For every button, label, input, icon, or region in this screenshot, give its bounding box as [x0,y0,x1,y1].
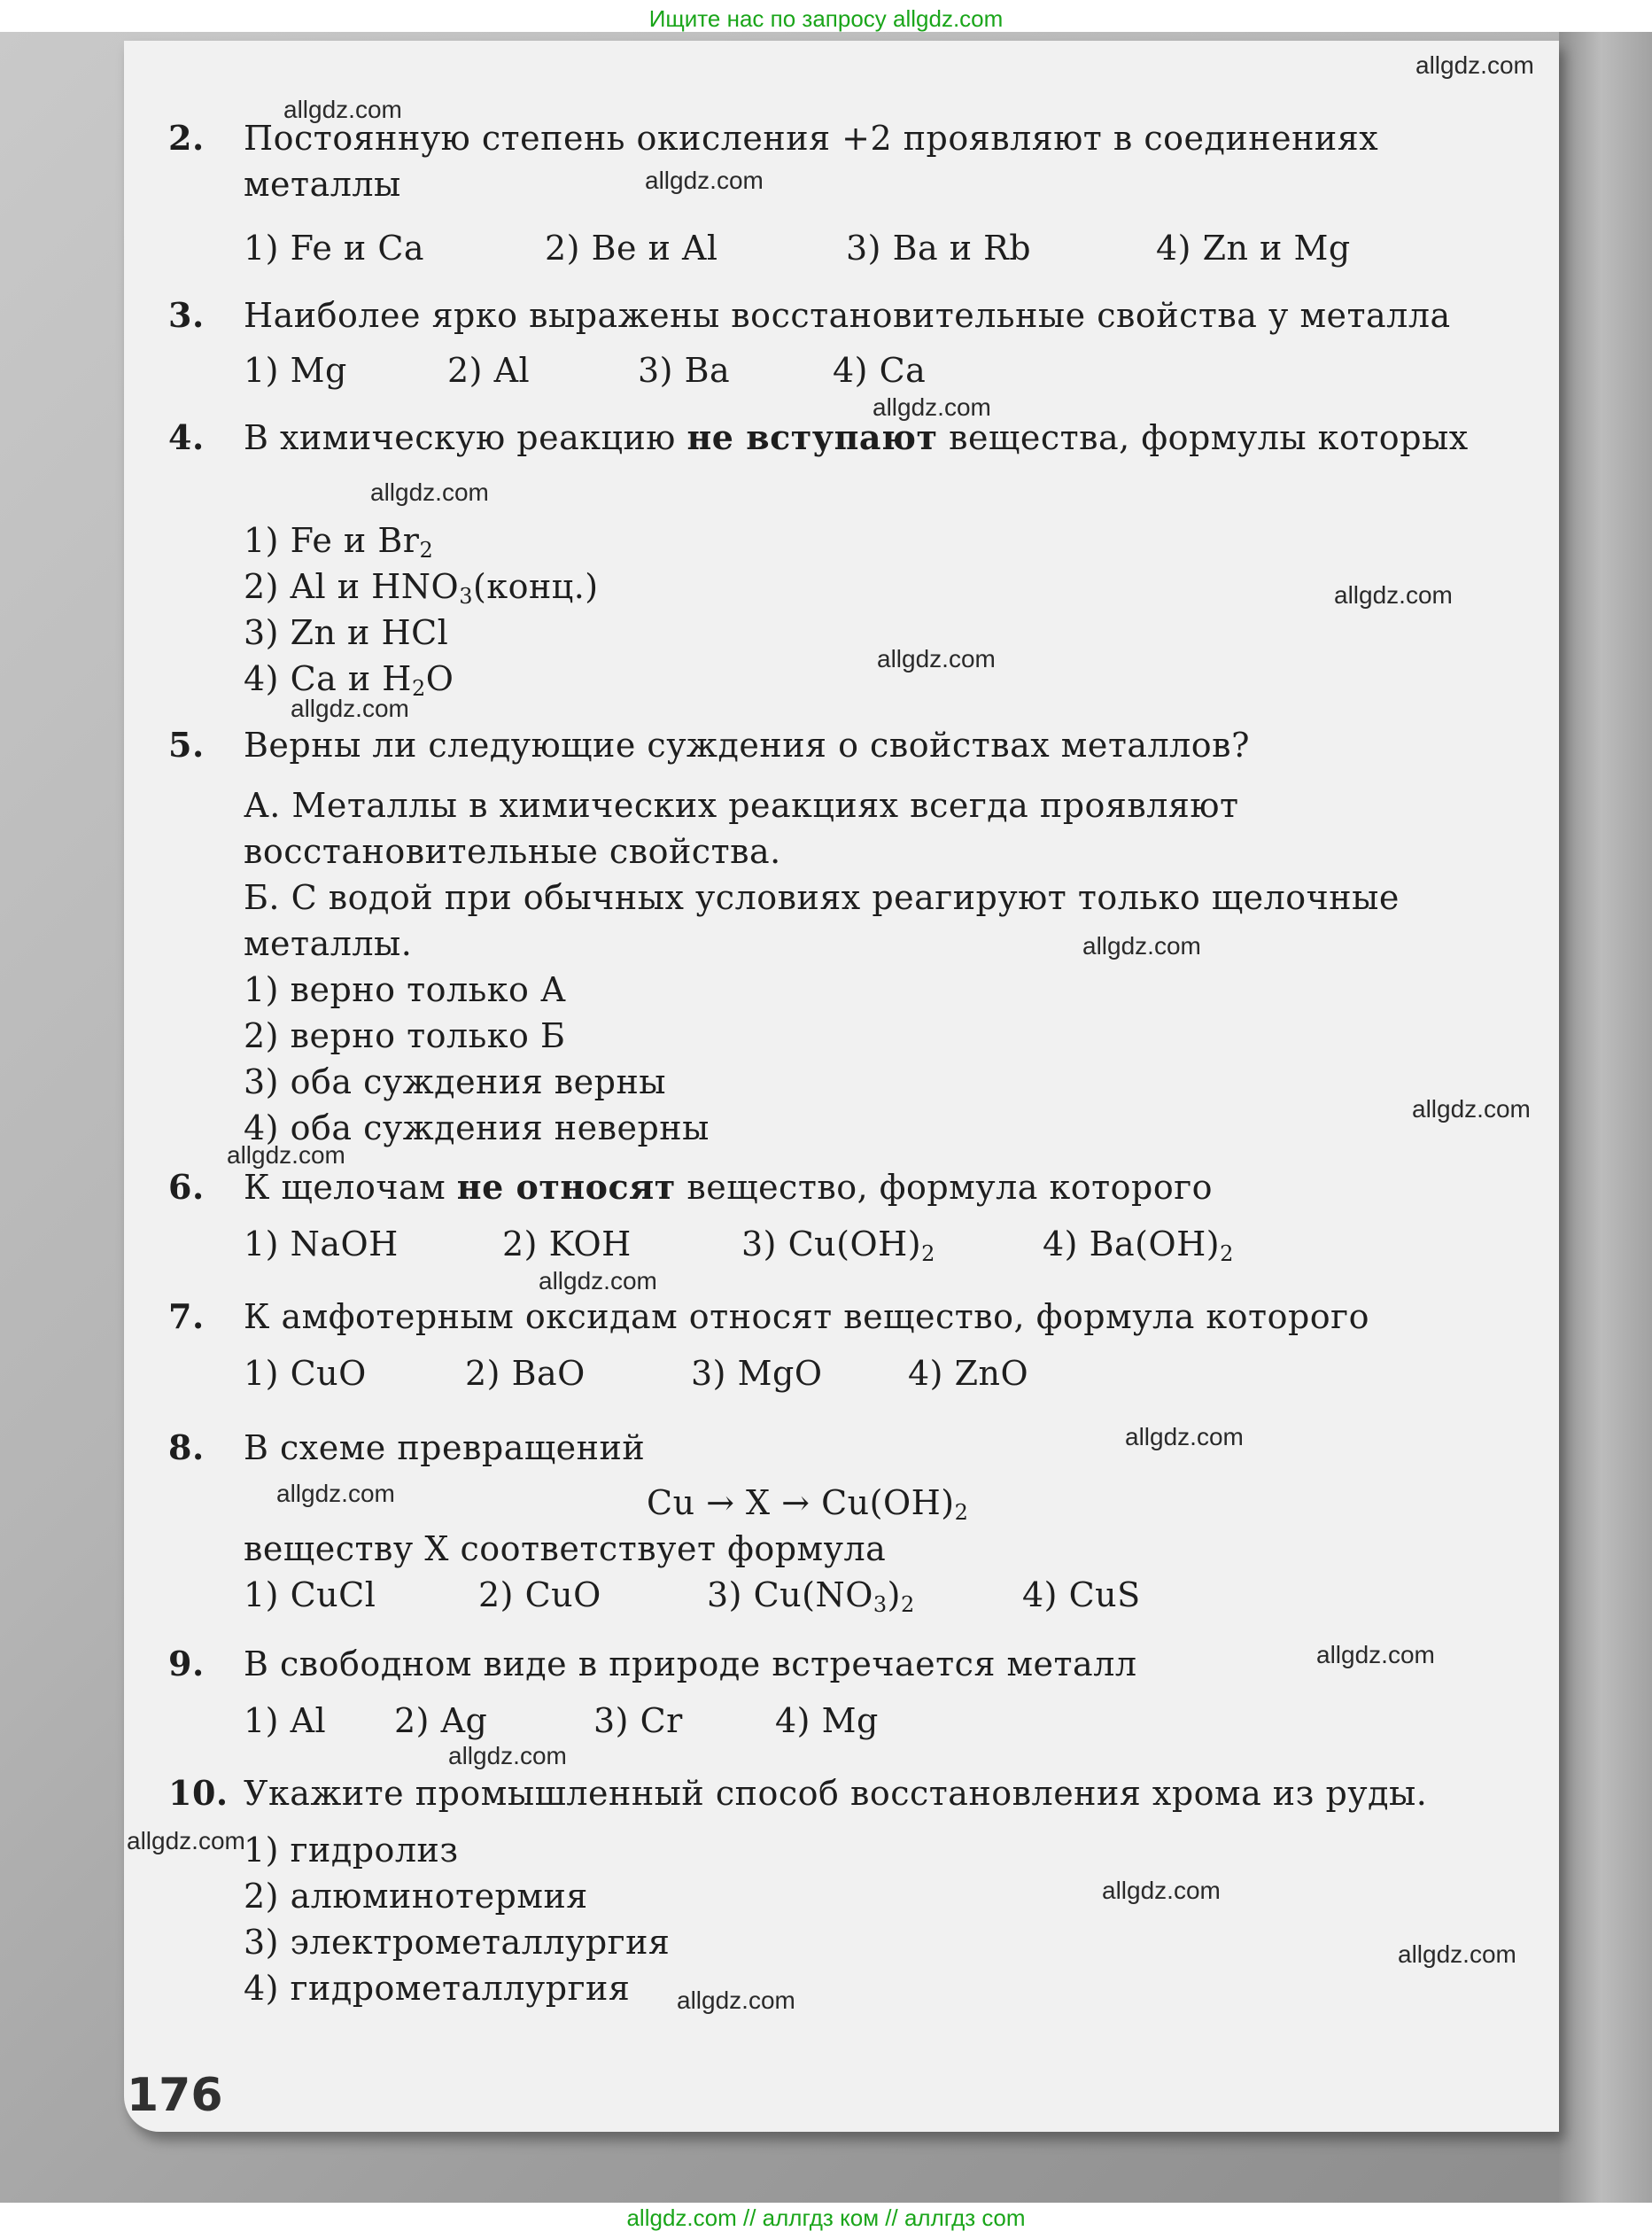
option-4: 4) Ca и $H_2O$ [244,659,454,701]
top-banner[interactable]: Ищите нас по запросу allgdz.com [648,5,1004,32]
watermark[interactable]: allgdz.com [1316,1641,1435,1668]
question-text: Верны ли следующие суждения о свойствах металлов? [244,726,1250,765]
option-1: 1) гидролиз [244,1831,459,1870]
option-1: 1) Al [244,1701,327,1740]
option-3: 3) Cr [593,1701,683,1740]
watermark[interactable]: allgdz.com [1398,1940,1516,1968]
question-text: В схеме превращений [244,1428,646,1467]
watermark[interactable]: allgdz.com [1102,1877,1221,1904]
option-2: 2) алюминотермия [244,1877,588,1916]
watermark[interactable]: allgdz.com [283,96,402,123]
option-4: 4) Zn и Mg [1156,229,1351,268]
question-text: Постоянную степень окисления +2 проявляют в соединениях металлы [244,119,1379,204]
option-3: 3) Zn и HCl [244,613,449,652]
option-2: 2) Al [447,351,531,390]
watermark[interactable]: allgdz.com [1334,581,1453,609]
option-2: 2) Al и $HNO_3(конц.)$ [244,567,599,609]
question-text: В химическую реакцию не вступают вещества, формулы которых [244,417,1469,457]
question-text: К щелочам не относят вещество, формула которого [244,1167,1214,1207]
transformation-scheme: $Cu \to X \to Cu(OH)_2$ [647,1483,969,1525]
option-4: 4) CuS [1022,1575,1141,1614]
watermark[interactable]: allgdz.com [645,167,764,194]
option-3: 3) Ba [638,351,731,390]
option-4: 4) $Ba(OH)_2$ [1043,1224,1234,1266]
watermark[interactable]: allgdz.com [276,1480,395,1507]
option-4: 4) гидрометаллургия [244,1969,631,2008]
question-number: 8. [168,1427,205,1467]
statement-a: А. Металлы в химических реакциях всегда проявляют восстановительные свойства. [244,786,1239,871]
watermark[interactable]: allgdz.com [1082,932,1201,960]
option-1: 1) CuO [244,1354,367,1393]
question-number: 4. [168,417,205,457]
option-4: 4) оба суждения неверны [244,1108,710,1147]
option-4: 4) ZnO [908,1354,1029,1393]
watermark[interactable]: allgdz.com [1412,1095,1531,1123]
option-2: 2) верно только Б [244,1016,566,1055]
option-3: 3) $Cu(NO_3)_2$ [707,1575,915,1617]
option-1: 1) Mg [244,351,347,390]
option-3: 3) MgO [691,1354,823,1393]
option-2: 2) Ag [394,1701,488,1740]
watermark[interactable]: allgdz.com [877,645,996,672]
question-text: К амфотерным оксидам относят вещество, формула которого [244,1297,1369,1336]
answer-options [244,1350,1028,1396]
answer-options [244,1572,1141,1618]
option-1: 1) верно только А [244,970,567,1009]
watermark[interactable]: allgdz.com [873,393,991,421]
question-text: Наиболее ярко выражены восстановительные свойства у металла [244,296,1451,335]
watermark[interactable]: allgdz.com [1415,51,1534,79]
option-3: 3) Ba и Rb [846,229,1032,268]
watermark[interactable]: allgdz.com [677,1986,795,2014]
question-number: 10. [168,1773,229,1813]
option-2: 2) CuO [478,1575,601,1614]
page-number: 176 [127,2069,223,2122]
question-text: В свободном виде в природе встречается металл [244,1644,1137,1683]
option-3: 3) $Cu(OH)_2$ [741,1224,935,1266]
question-number: 9. [168,1644,205,1683]
watermark[interactable]: allgdz.com [539,1267,657,1294]
option-2: 2) KOH [502,1224,632,1263]
option-1: 1) Fe и $Br_2$ [244,521,434,563]
answer-options [244,225,1351,271]
question-number: 6. [168,1167,205,1207]
option-3: 3) электрометаллургия [244,1923,671,1962]
question-number: 7. [168,1296,205,1336]
bottom-banner[interactable]: allgdz.com // аллгдз ком // аллгдз com [626,2204,1026,2231]
watermark[interactable]: allgdz.com [227,1141,345,1169]
question-number: 2. [168,118,205,158]
option-2: 2) Be и Al [545,229,718,268]
question-number: 3. [168,295,205,335]
statement-b: Б. С водой при обычных условиях реагируют только щелочные металлы. [244,878,1400,963]
option-4: 4) Ca [833,351,927,390]
question-text-continued: веществу X соответствует формула [244,1529,887,1568]
answer-options [244,1221,1234,1267]
watermark[interactable]: allgdz.com [291,695,409,722]
watermark[interactable]: allgdz.com [448,1742,567,1769]
option-1: 1) NaOH [244,1224,399,1263]
question-number: 5. [168,725,205,765]
option-4: 4) Mg [775,1701,879,1740]
answer-options [244,347,926,393]
option-3: 3) оба суждения верны [244,1062,667,1101]
book-spine [1559,32,1652,2203]
watermark[interactable]: allgdz.com [1125,1423,1244,1450]
option-1: 1) Fe и Ca [244,229,425,268]
question-text: Укажите промышленный способ восстановления хрома из руды. [244,1774,1428,1813]
watermark[interactable]: allgdz.com [370,478,489,506]
answer-options [244,1698,879,1744]
watermark[interactable]: allgdz.com [127,1827,245,1854]
option-1: 1) CuCl [244,1575,376,1614]
option-2: 2) BaO [465,1354,586,1393]
